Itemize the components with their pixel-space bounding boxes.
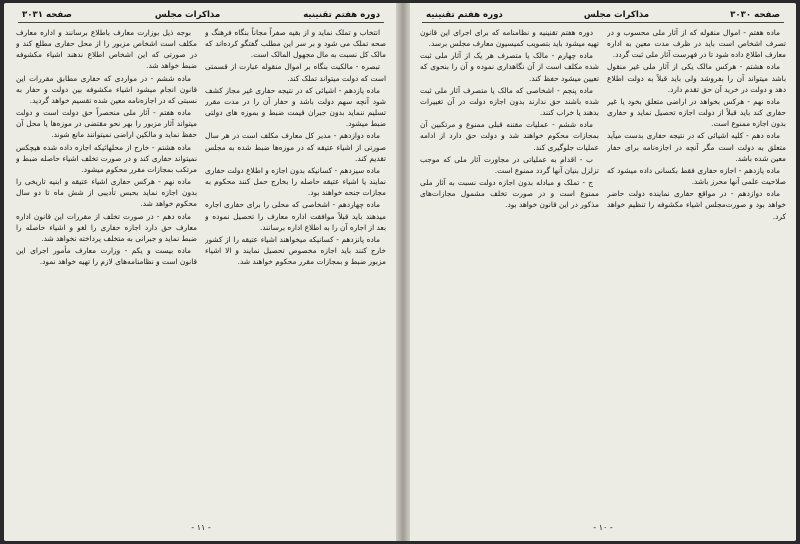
paragraph: ماده دهم - کلیه اشیائی که در نتیجه حفاری بدست میآید متعلق به دولت است مگر آنچه در اجازه‌نامه برای حفار معین شده باشد. bbox=[607, 131, 786, 163]
paragraph: ماده هشتم - هرکس مالک یکی از آثار ملی غیر منقول باشد میتواند آن را بفروشد ولی باید قبلاً به دولت اطلاع دهد و دولت در خرید آن حق تقدم دارد. bbox=[607, 62, 786, 94]
paragraph: بوجه ذیل بوزارت معارف باطلاع برسانند و اداره معارف مکلف است اشخاص مزبور را از محل حفاری مطلع کند و در صورتی که این اشخاص اطلاع ندهند اشیاء مکشوفه ضبط خواهد شد. bbox=[16, 28, 197, 71]
text-columns bbox=[16, 27, 386, 521]
page-header bbox=[422, 7, 784, 23]
paragraph: ماده هفتم - اموال منقوله که از آثار ملی محسوب و در تصرف اشخاص است باید در ظرف مدت معین به اداره معارف اطلاع داده شود تا در فهرست آثار ملی ثبت گردد. bbox=[607, 28, 786, 60]
header-page-label: صفحه ۳۰۳۱ bbox=[22, 9, 72, 20]
paragraph: دوره هفتم تقنینیه و نظامنامه که برای اجرای این قانون تهیه میشود باید بتصویب کمیسیون معارف مجلس برسد. bbox=[420, 28, 599, 49]
paragraph: ماده ششم - در مواردی که حفاری مطابق مقررات این قانون انجام میشود اشیاء مکشوفه بین دولت و حفار به نسبتی که در اجازه‌نامه معین شده تقسیم خواهد گردید. bbox=[16, 73, 197, 105]
paragraph: ماده یازدهم - اجازه حفاری فقط بکسانی داده میشود که صلاحیت علمی آنها محرز باشد. bbox=[607, 165, 786, 187]
text-columns bbox=[420, 27, 786, 521]
paragraph: ماده سیزدهم - کسانیکه بدون اجازه و اطلاع دولت حفاری نمایند یا اشیاء عتیقه حاصله را بخارج حمل کنند محکوم به مجازات جنحه خواهند بود. bbox=[205, 165, 386, 198]
book-gutter bbox=[396, 3, 410, 541]
paragraph: ماده پنجم - اشخاصی که مالک یا متصرف آثار ملی ثبت شده باشند حق ندارند بدون اجازه دولت در آن تغییرات بدهند یا خراب کنند. bbox=[420, 85, 599, 118]
paragraph: ماده چهاردهم - اشخاصی که محلی را برای حفاری اجاره میدهند باید قبلاً موافقت اداره معارف را تحصیل نموده و بعد از اجاره آن را به اطلاع اداره برسانند. bbox=[205, 200, 386, 232]
page-header bbox=[18, 7, 384, 23]
paragraph: ماده چهارم - مالک یا متصرف هر یک از آثار ملی ثبت شده مکلف است از آن نگاهداری نموده و آن را بنحوی که تعیین میشود حفظ کند. bbox=[420, 51, 599, 83]
paragraph: ماده هفتم - آثار ملی منحصراً حق دولت است و دولت میتواند آثار مزبور را بهر نحو مقتضی در موزه‌ها یا محل آن حفظ نماید و مالکین اراضی نمیتوانند مانع شوند. bbox=[16, 108, 197, 140]
paragraph: تبصره - مالکیت بنگاه بر اموال منقوله عبارت از قسمتی است که دولت میتواند تملک کند. bbox=[205, 62, 386, 83]
paragraph: ج - تملک و مبادله بدون اجازه دولت نسبت به آثار ملی ممنوع است و در صورت تخلف مشمول مجازات‌های مذکور در این قانون خواهد بود. bbox=[420, 178, 599, 210]
paragraph: ماده دهم - در صورت تخلف از مقررات این قانون اداره معارف حق دارد اجازه حفاری را لغو و اشیاء حاصله را ضبط نماید و جبرانی به متخلف پرداخته نخواهد شد. bbox=[16, 211, 197, 243]
paragraph: ب - اقدام به عملیاتی در مجاورت آثار ملی که موجب تزلزل بنیان آنها گردد ممنوع است. bbox=[420, 154, 599, 175]
paragraph: ماده ششم - عملیات مقننه قبلی ممنوع و مرتکبین آن بمجازات محکوم خواهند شد و دولت حق دارد از ادامه عملیات جلوگیری کند. bbox=[420, 120, 599, 152]
text-column bbox=[16, 27, 197, 521]
header-title: مذاکرات مجلس bbox=[154, 9, 221, 20]
header-session: دوره هفتم تقنینیه bbox=[426, 9, 503, 20]
header-title: مذاکرات مجلس bbox=[583, 9, 650, 20]
book-spread bbox=[4, 3, 796, 541]
paragraph: ماده دوازدهم - مدیر کل معارف مکلف است در هر سال صورتی از اشیاء عتیقه که در موزه‌ها ضبط شده به مجلس تقدیم کند. bbox=[205, 131, 386, 163]
paragraph: ماده دوازدهم - در مواقع حفاری نماینده دولت حاضر خواهد بود و صورت‌مجلس اشیاء مکشوفه را تنظیم خواهد کرد. bbox=[607, 189, 786, 221]
text-column bbox=[205, 27, 386, 521]
text-column bbox=[607, 27, 786, 521]
left-page bbox=[8, 7, 394, 535]
header-page-label: صفحه ۳۰۳۰ bbox=[730, 9, 780, 20]
paragraph: ماده نهم - هرکس بخواهد در اراضی متعلق بخود یا غیر حفاری کند باید قبلاً از دولت اجازه تحصیل نماید و حفاری بدون اجازه ممنوع است. bbox=[607, 96, 786, 129]
paragraph: ماده یازدهم - اشیائی که در نتیجه حفاری غیر مجاز کشف شود آنچه سهم دولت باشد و حفار آن را در مدت مقرر تسلیم ننماید بدون جبران قیمت ضبط و بموزه های دولتی ضبط میشود. bbox=[205, 85, 386, 129]
header-session: دوره هفتم تقنینیه bbox=[303, 9, 380, 20]
paragraph: انتخاب و تملک نماید و از بقیه صفراً مجاناً بنگاه فرهنگ و صحه تملک می شود و بر سر این مطلب گفتگو کرده‌اند که مالک کل نسبت به مال مجهول المالک است. bbox=[205, 28, 386, 60]
text-column bbox=[420, 27, 599, 521]
page-number: - ۱۰ - bbox=[593, 523, 613, 532]
paragraph: ماده هشتم - خارج از محلهائیکه اجازه داده شده هیچکس نمیتواند حفاری کند و در صورت تخلف اشیاء حاصله ضبط و مرتکب بمجازات مقرر محکوم میشود. bbox=[16, 142, 197, 174]
paragraph: ماده پانزدهم - کسانیکه میخواهند اشیاء عتیقه را از کشور خارج کنند باید اجازه مخصوص تحصیل نمایند و الا اشیاء مزبور ضبط و بمجازات مقرر محکوم خواهند شد. bbox=[205, 234, 386, 267]
page-number: - ۱۱ - bbox=[191, 523, 211, 532]
right-page bbox=[412, 7, 794, 535]
paragraph: ماده بیست و یکم - وزارت معارف مأمور اجرای این قانون است و نظامنامه‌های لازم را تهیه خواهد نمود. bbox=[16, 245, 197, 267]
paragraph: ماده نهم - هرکس حفاری اشیاء عتیقه و ابنیه تاریخی را بدون اجازه نماید بحبس تأدیبی از شش ماه تا دو سال محکوم خواهد شد. bbox=[16, 177, 197, 209]
